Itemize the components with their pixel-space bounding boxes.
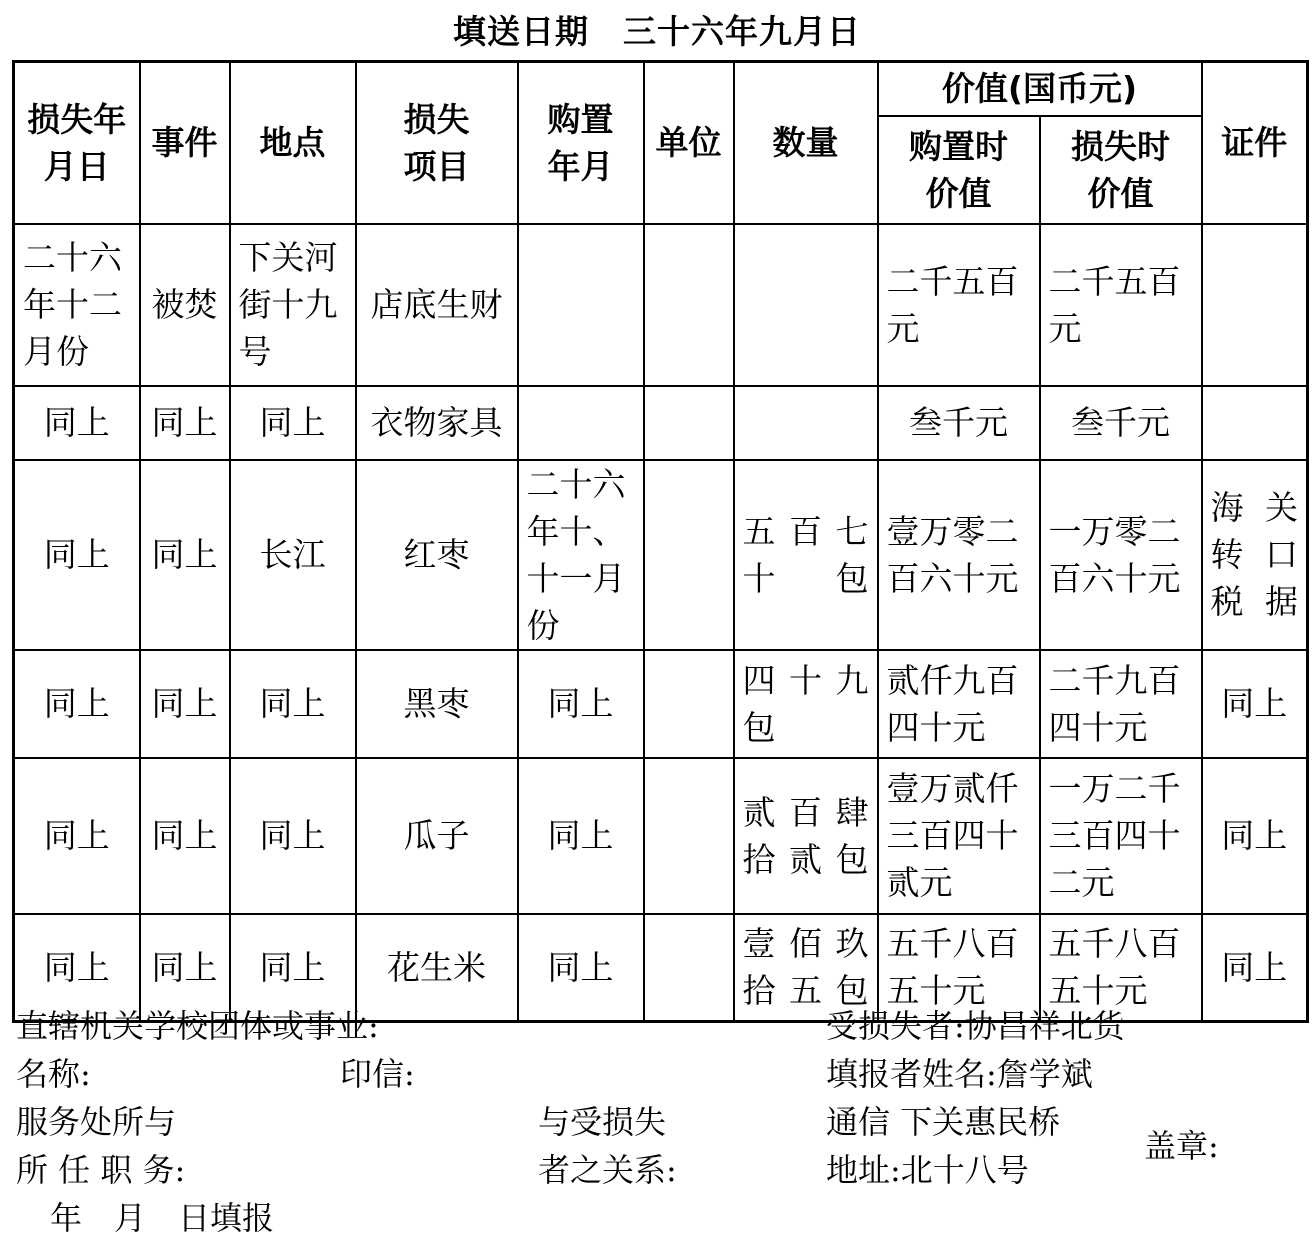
loss-table (12, 60, 1309, 1023)
cell-value-purchase: 壹万零二百六十元 (878, 460, 1040, 650)
cell-item: 衣物家具 (356, 386, 518, 460)
header-value-purchase: 购置时价值 (878, 116, 1040, 224)
cell-purchase-date: 同上 (518, 650, 644, 758)
cell-quantity (734, 224, 878, 386)
cell-event: 同上 (140, 650, 230, 758)
cell-place: 下关河街十九号 (230, 224, 356, 386)
header-purchase-date: 购置年月 (518, 62, 644, 224)
cell-value-loss: 一万零二百六十元 (1040, 460, 1202, 650)
header-quantity: 数量 (734, 62, 878, 224)
cell-item: 店底生财 (356, 224, 518, 386)
header-proof: 证件 (1202, 62, 1308, 224)
cell-value-loss: 二千五百元 (1040, 224, 1202, 386)
cell-item: 瓜子 (356, 758, 518, 914)
relation-label-line1: 与受损失 (538, 1103, 667, 1141)
table-row (14, 224, 1308, 386)
cell-unit (644, 914, 734, 1022)
seal-label: 印信: (340, 1055, 415, 1093)
cell-item: 红枣 (356, 460, 518, 650)
org-label: 直辖机关学校团体或事业: (16, 1007, 379, 1045)
cell-place: 同上 (230, 758, 356, 914)
cell-proof: 同上 (1202, 914, 1308, 1022)
cell-proof (1202, 386, 1308, 460)
cell-event: 同上 (140, 914, 230, 1022)
header-value-loss: 损失时价值 (1040, 116, 1202, 224)
cell-event: 同上 (140, 460, 230, 650)
office-label: 服务处所与 (16, 1103, 177, 1141)
cell-event: 同上 (140, 386, 230, 460)
cell-unit (644, 460, 734, 650)
cell-place: 同上 (230, 386, 356, 460)
header-item: 损失项目 (356, 62, 518, 224)
table-row (14, 650, 1308, 758)
cell-value-purchase: 壹万贰仟三百四十贰元 (878, 758, 1040, 914)
cell-quantity: 贰百肆拾贰包 (734, 758, 878, 914)
cell-purchase-date: 二十六年十、十一月份 (518, 460, 644, 650)
cell-loss-date: 同上 (14, 460, 140, 650)
cell-quantity: 壹佰玖拾五包 (734, 914, 878, 1022)
header-event: 事件 (140, 62, 230, 224)
cell-loss-date: 同上 (14, 650, 140, 758)
address-line1: 通信 下关惠民桥 (826, 1103, 1061, 1141)
cell-purchase-date: 同上 (518, 758, 644, 914)
cell-unit (644, 224, 734, 386)
cell-place: 同上 (230, 914, 356, 1022)
cell-loss-date: 同上 (14, 758, 140, 914)
cell-place: 长江 (230, 460, 356, 650)
cell-proof: 海关转口税据 (1202, 460, 1308, 650)
cell-purchase-date: 同上 (518, 914, 644, 1022)
cell-value-loss: 二千九百四十元 (1040, 650, 1202, 758)
cell-value-loss: 一万二千三百四十二元 (1040, 758, 1202, 914)
cell-proof (1202, 224, 1308, 386)
cell-proof: 同上 (1202, 758, 1308, 914)
address-line2: 地址:北十八号 (826, 1151, 1029, 1189)
table-row (14, 386, 1308, 460)
victim-name: 受损失者:协昌祥北货 (826, 1007, 1125, 1045)
report-date-line: 年 月 日填报 (50, 1199, 275, 1237)
cell-item: 黑枣 (356, 650, 518, 758)
table-row (14, 758, 1308, 914)
cell-value-purchase: 叁千元 (878, 386, 1040, 460)
cell-event: 被焚 (140, 224, 230, 386)
cell-unit (644, 650, 734, 758)
cell-purchase-date (518, 386, 644, 460)
position-label: 所 任 职 务: (16, 1151, 186, 1189)
header-loss-date: 损失年月日 (14, 62, 140, 224)
name-label: 名称: (16, 1055, 91, 1093)
cell-quantity: 四十九包 (734, 650, 878, 758)
cell-loss-date: 二十六年十二月份 (14, 224, 140, 386)
cell-unit (644, 386, 734, 460)
cell-value-purchase: 贰仟九百四十元 (878, 650, 1040, 758)
relation-label-line2: 者之关系: (538, 1151, 677, 1189)
cell-place: 同上 (230, 650, 356, 758)
cell-quantity: 五百七十包 (734, 460, 878, 650)
stamp-label: 盖章: (1144, 1127, 1219, 1165)
cell-value-loss: 叁千元 (1040, 386, 1202, 460)
reporter-name: 填报者姓名:詹学斌 (826, 1055, 1093, 1093)
cell-value-purchase: 二千五百元 (878, 224, 1040, 386)
cell-item: 花生米 (356, 914, 518, 1022)
cell-event: 同上 (140, 758, 230, 914)
fill-date-title: 填送日期 三十六年九月日 (453, 12, 861, 51)
header-unit: 单位 (644, 62, 734, 224)
table-row (14, 460, 1308, 650)
cell-quantity (734, 386, 878, 460)
header-value-group: 价值(国币元) (878, 62, 1202, 116)
cell-value-loss: 五千八百五十元 (1040, 914, 1202, 1022)
cell-proof: 同上 (1202, 650, 1308, 758)
cell-value-purchase: 五千八百五十元 (878, 914, 1040, 1022)
header-place: 地点 (230, 62, 356, 224)
cell-loss-date: 同上 (14, 914, 140, 1022)
cell-purchase-date (518, 224, 644, 386)
cell-loss-date: 同上 (14, 386, 140, 460)
cell-unit (644, 758, 734, 914)
